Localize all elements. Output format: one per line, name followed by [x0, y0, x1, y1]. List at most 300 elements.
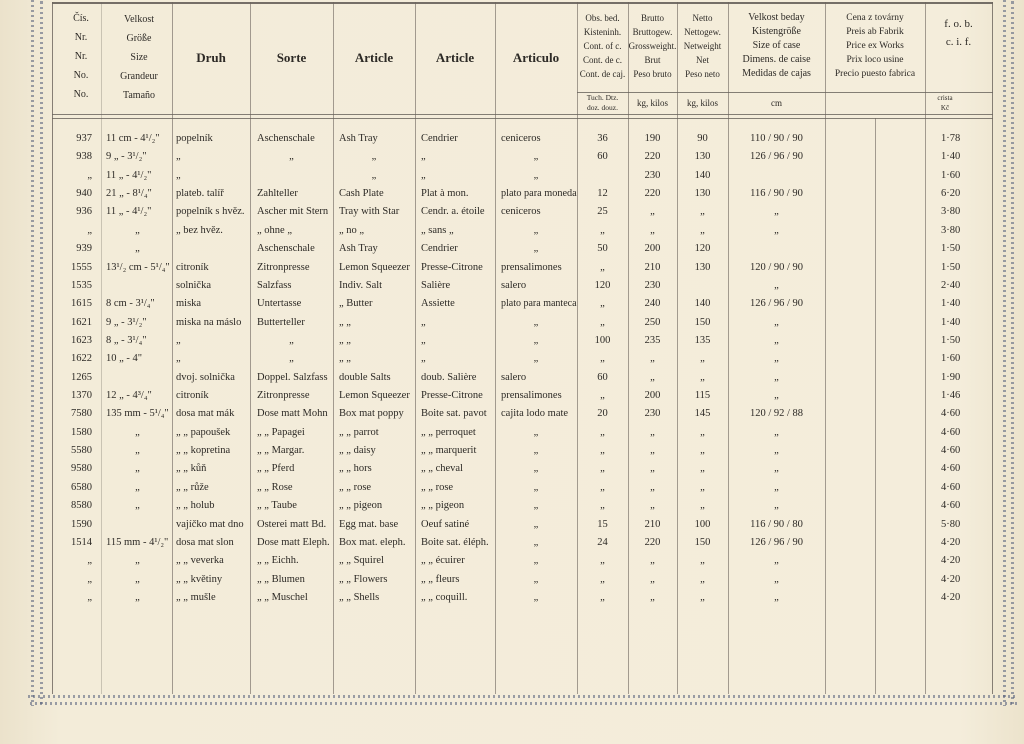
articulo-cell: „: [533, 573, 539, 585]
item-size: 12 „ - 4³/₄": [106, 390, 152, 402]
net-weight-cell: „: [700, 426, 705, 438]
table-row: [0, 148, 1024, 166]
top-rule: [52, 2, 993, 4]
sorte-cell: „ „ Taube: [257, 500, 297, 512]
header-label: Net: [696, 55, 709, 65]
price-cell: 1·60: [941, 353, 961, 365]
druh-cell: „ „ růže: [176, 481, 209, 493]
article-fr-cell: Assiette: [421, 298, 455, 310]
table-row: [0, 571, 1024, 589]
header-label: Peso bruto: [633, 69, 672, 79]
articulo-cell: „: [533, 445, 539, 457]
price-cell: 4·20: [941, 591, 961, 603]
article-en-cell: „ „ Flowers: [339, 573, 388, 585]
table-row: [0, 424, 1024, 442]
net-weight-cell: „: [700, 353, 705, 365]
price-cell: 4·20: [941, 555, 961, 567]
net-weight-cell: 120: [694, 243, 711, 255]
gross-weight-cell: 230: [644, 169, 661, 181]
gross-weight-cell: „: [650, 445, 655, 457]
article-en-cell: „: [371, 151, 377, 163]
net-weight-cell: 130: [694, 188, 711, 200]
header-double-rule-top: [52, 114, 993, 115]
gross-weight-cell: 250: [644, 316, 661, 328]
item-number: 939: [76, 243, 92, 255]
price-cell: 1·40: [941, 151, 961, 163]
article-en-cell: „ „ daisy: [339, 445, 376, 457]
druh-cell: „: [176, 353, 181, 365]
header-label: Größe: [126, 33, 152, 44]
gross-weight-cell: 210: [644, 261, 661, 273]
item-number: 1370: [71, 390, 92, 402]
net-weight-cell: „: [700, 463, 705, 475]
article-fr-cell: „: [421, 169, 426, 181]
article-fr-cell: Cendr. a. étoile: [421, 206, 485, 218]
net-weight-cell: „: [700, 573, 705, 585]
gross-weight-cell: „: [650, 353, 655, 365]
header-case-size-unit: [728, 97, 825, 109]
case-contents-cell: „: [600, 481, 605, 493]
net-weight-cell: 100: [694, 518, 711, 530]
header-articulo: [495, 50, 577, 66]
sorte-cell: „ „ Blumen: [257, 573, 305, 585]
item-size: 11 „ - 4¹/₂": [106, 169, 152, 181]
sorte-cell: Zitronpresse: [257, 390, 310, 402]
druh-cell: plateb. talíř: [176, 188, 224, 200]
table-row: [0, 240, 1024, 258]
case-contents-cell: „: [600, 298, 605, 310]
gross-weight-cell: „: [650, 426, 655, 438]
article-en-cell: Indiv. Salt: [339, 279, 383, 291]
case-contents-cell: 100: [594, 334, 611, 346]
article-en-cell: double Salts: [339, 371, 391, 383]
articulo-cell: salero: [501, 371, 527, 383]
header-case-contents: [577, 11, 628, 81]
case-size-cell: „: [774, 224, 779, 236]
article-en-cell: Ash Tray: [339, 243, 378, 255]
gross-weight-cell: „: [650, 500, 655, 512]
item-size: 21 „ - 8¹/₄": [106, 188, 152, 200]
item-number: 937: [76, 133, 92, 144]
header-label: Netweight: [683, 41, 722, 51]
case-contents-cell: „: [600, 573, 605, 585]
article-fr-cell: „ „ cheval: [421, 463, 463, 475]
article-fr-cell: Presse-Citrone: [421, 261, 483, 273]
header-label: Size: [130, 52, 148, 63]
gross-weight-cell: 200: [644, 390, 661, 402]
article-fr-cell: „: [421, 316, 426, 328]
article-fr-cell: Cendrier: [421, 133, 458, 144]
item-number: „: [87, 573, 92, 585]
price-cell: 4·60: [941, 481, 961, 493]
header-unit-label: doz. douz.: [586, 103, 619, 112]
case-size-cell: 116 / 90 / 90: [750, 188, 803, 200]
table-row: [0, 314, 1024, 332]
item-size: „: [135, 591, 140, 603]
sorte-cell: „ ohne „: [257, 224, 292, 236]
case-size-cell: „: [774, 316, 779, 328]
net-weight-cell: 140: [694, 298, 711, 310]
sorte-cell: Ascher mit Stern: [257, 206, 329, 218]
case-contents-cell: „: [600, 224, 605, 236]
header-label: Velkost beday: [748, 12, 805, 23]
article-en-cell: „ „: [339, 316, 351, 328]
header-sorte: [250, 50, 333, 66]
gross-weight-cell: 220: [644, 188, 661, 200]
header-label: No.: [73, 89, 89, 100]
case-size-cell: 126 / 96 / 90: [749, 151, 804, 163]
gross-weight-cell: 230: [644, 408, 661, 420]
header-label: Size of case: [752, 40, 801, 51]
header-label: Nr.: [74, 51, 88, 62]
case-contents-cell: „: [600, 500, 605, 512]
price-cell: 4·20: [941, 573, 961, 585]
item-size: „: [135, 555, 140, 567]
articulo-cell: „: [533, 353, 539, 365]
articulo-cell: „: [533, 463, 539, 475]
price-cell: 4·60: [941, 463, 961, 475]
gross-weight-cell: 235: [644, 334, 661, 346]
item-number: „: [87, 169, 92, 181]
table-row: [0, 295, 1024, 313]
druh-cell: dvoj. solnička: [176, 371, 235, 383]
table-row: [0, 185, 1024, 203]
case-size-cell: „: [774, 353, 779, 365]
article-en-cell: „ „ Shells: [339, 591, 380, 603]
price-cell: 2·40: [941, 279, 961, 291]
article-en-cell: „ „: [339, 353, 351, 365]
dotted-border-bottom-outer: [28, 702, 1018, 705]
header-size: [103, 10, 175, 105]
header-druh: [172, 50, 250, 66]
article-fr-cell: „ „ perroquet: [421, 426, 476, 438]
header-label: Sorte: [276, 50, 307, 65]
case-contents-cell: „: [600, 353, 605, 365]
druh-cell: popelník s hvěz.: [176, 206, 245, 218]
header-label: Grandeur: [120, 71, 158, 82]
item-number: 7580: [71, 408, 92, 420]
gross-weight-cell: „: [650, 481, 655, 493]
table-row: [0, 387, 1024, 405]
header-case-contents-unit: [577, 93, 628, 113]
articulo-cell: „: [533, 591, 539, 603]
table-row: [0, 516, 1024, 534]
articulo-cell: „: [533, 243, 539, 255]
article-fr-cell: Cendrier: [421, 243, 458, 255]
table-row: [0, 350, 1024, 368]
item-size: „: [135, 426, 140, 438]
articulo-cell: „: [533, 536, 539, 548]
header-label: Articulo: [512, 50, 560, 65]
header-unit-label: kg, kilos: [636, 98, 668, 108]
net-weight-cell: 150: [694, 316, 711, 328]
case-size-cell: „: [774, 206, 779, 218]
article-en-cell: Egg mat. base: [339, 518, 399, 530]
article-fr-cell: Boite sat. éléph.: [421, 536, 489, 548]
price-cell: 1·40: [941, 316, 961, 328]
header-unit-label: crista: [937, 94, 953, 102]
table-row: [0, 167, 1024, 185]
item-size: 115 mm - 4¹/₂": [106, 536, 169, 548]
item-size: „: [135, 463, 140, 475]
druh-cell: dosa mat slon: [176, 536, 234, 548]
item-number: 6580: [71, 481, 92, 493]
table-row: [0, 277, 1024, 295]
case-contents-cell: 60: [597, 371, 608, 383]
gross-weight-cell: „: [650, 591, 655, 603]
item-size: 9 „ - 3¹/₂": [106, 316, 147, 328]
case-contents-cell: „: [600, 390, 605, 402]
articulo-cell: salero: [501, 279, 527, 291]
header-label: Grossweight.: [628, 41, 677, 51]
table-row: [0, 332, 1024, 350]
item-number: 936: [76, 206, 92, 218]
article-en-cell: „ no „: [339, 224, 365, 236]
item-number: 1514: [71, 536, 92, 548]
article-fr-cell: Plat à mon.: [421, 188, 469, 200]
net-weight-cell: 130: [694, 151, 711, 163]
articulo-cell: „: [533, 518, 539, 530]
sorte-cell: „: [289, 151, 294, 163]
druh-cell: miska na máslo: [176, 316, 242, 328]
item-number: 9580: [71, 463, 92, 475]
sorte-cell: Zitronpresse: [257, 261, 310, 273]
case-size-cell: „: [774, 463, 779, 475]
header-label: Cont. of c.: [583, 41, 622, 51]
druh-cell: dosa mat mák: [176, 408, 235, 420]
articulo-cell: cajita lodo mate: [501, 408, 569, 420]
header-label: Article: [435, 50, 475, 65]
header-label: Brutto: [640, 13, 664, 23]
case-size-cell: 126 / 96 / 90: [749, 536, 804, 548]
gross-weight-cell: 220: [644, 536, 661, 548]
case-contents-cell: 50: [597, 243, 608, 255]
price-cell: 1·50: [941, 261, 961, 273]
case-size-cell: „: [774, 445, 779, 457]
header-label: Velkost: [124, 14, 154, 25]
item-number: 1622: [71, 353, 92, 365]
sorte-cell: Aschenschale: [257, 243, 315, 255]
articulo-cell: „: [533, 555, 539, 567]
header-case-size: [728, 11, 825, 81]
header-label: Peso neto: [685, 69, 720, 79]
item-size: 8 cm - 3¹/₄": [106, 298, 155, 310]
item-size: 8 „ - 3¹/₄": [106, 334, 147, 346]
gross-weight-cell: „: [650, 224, 655, 236]
item-size: 9 „ - 3¹/₂": [106, 151, 147, 163]
sorte-cell: „ „ Papagei: [257, 426, 305, 438]
article-fr-cell: Oeuf satiné: [421, 518, 470, 530]
case-size-cell: „: [774, 591, 779, 603]
price-cell: 1·50: [941, 334, 961, 346]
table-row: [0, 497, 1024, 515]
net-weight-cell: 115: [694, 390, 711, 402]
case-size-cell: „: [774, 555, 779, 567]
articulo-cell: „: [533, 169, 539, 181]
article-fr-cell: „ „ fleurs: [421, 573, 460, 585]
price-cell: 4·60: [941, 445, 961, 457]
item-size: 135 mm - 5¹/₄": [106, 408, 169, 420]
case-size-cell: „: [774, 371, 779, 383]
druh-cell: „: [176, 169, 181, 181]
article-en-cell: „ „: [339, 334, 351, 346]
header-label: Price ex Works: [846, 41, 904, 51]
header-label: Druh: [196, 50, 226, 65]
case-contents-cell: 36: [597, 133, 608, 144]
header-label: Dimens. de caise: [742, 54, 811, 65]
table-row: [0, 589, 1024, 607]
price-cell: 1·46: [941, 390, 961, 402]
gross-weight-cell: „: [650, 573, 655, 585]
header-label: Kistengröße: [752, 26, 801, 37]
net-weight-cell: 90: [697, 133, 708, 144]
articulo-cell: ceniceros: [501, 133, 541, 144]
articulo-cell: ceniceros: [501, 206, 541, 218]
net-weight-cell: „: [700, 371, 705, 383]
case-size-cell: 126 / 96 / 90: [749, 298, 804, 310]
case-contents-cell: „: [600, 591, 605, 603]
gross-weight-cell: 200: [644, 243, 661, 255]
case-contents-cell: 25: [597, 206, 608, 218]
price-cell: 4·60: [941, 426, 961, 438]
table-row: [0, 130, 1024, 148]
header-unit-label: kg, kilos: [686, 98, 718, 108]
item-number: 1621: [71, 316, 92, 328]
item-size: „: [135, 573, 140, 585]
item-number: 5580: [71, 445, 92, 457]
item-number: 1580: [71, 426, 92, 438]
item-size: 11 cm - 4¹/₂": [106, 133, 160, 144]
article-fr-cell: Presse-Citrone: [421, 390, 483, 402]
druh-cell: „ „ kopretina: [176, 445, 231, 457]
item-number: 1590: [71, 518, 92, 530]
articulo-cell: „: [533, 151, 539, 163]
header-label: Cena z továrny: [846, 13, 904, 23]
item-number: „: [87, 555, 92, 567]
header-article-fr: [415, 50, 495, 66]
article-en-cell: Lemon Squeezer: [339, 390, 410, 402]
header-label: Netto: [692, 13, 713, 23]
article-fr-cell: „ „ rose: [421, 481, 454, 493]
net-weight-cell: „: [700, 481, 705, 493]
article-en-cell: Cash Plate: [339, 188, 384, 200]
header-label: Nr.: [74, 32, 88, 43]
price-cell: 1·90: [941, 371, 961, 383]
net-weight-cell: „: [700, 500, 705, 512]
net-weight-cell: 150: [694, 536, 711, 548]
case-size-cell: „: [774, 279, 779, 291]
druh-cell: „ „ mušle: [176, 591, 216, 603]
article-fr-cell: Salière: [421, 279, 451, 291]
article-en-cell: Tray with Star: [339, 206, 400, 218]
sorte-cell: „: [289, 353, 294, 365]
header-net-weight: [677, 11, 728, 81]
item-size: „: [135, 500, 140, 512]
price-cell: 4·20: [941, 536, 961, 548]
item-size: 10 „ - 4": [106, 353, 143, 365]
header-label: Article: [354, 50, 394, 65]
case-contents-cell: 60: [597, 151, 608, 163]
net-weight-cell: „: [700, 445, 705, 457]
case-contents-cell: „: [600, 316, 605, 328]
header-label: Bruttogew.: [632, 27, 673, 37]
header-label: Tamaño: [122, 90, 156, 101]
case-size-cell: „: [774, 390, 779, 402]
case-contents-cell: 12: [597, 188, 608, 200]
article-fr-cell: „ sans „: [421, 224, 454, 236]
header-label: Nettogew.: [684, 27, 721, 37]
case-contents-cell: „: [600, 555, 605, 567]
case-contents-cell: 120: [594, 279, 611, 291]
gross-weight-cell: „: [650, 463, 655, 475]
article-en-cell: „ Butter: [339, 298, 373, 310]
net-weight-cell: „: [700, 206, 705, 218]
item-size: „: [135, 481, 140, 493]
article-en-cell: Lemon Squeezer: [339, 261, 410, 273]
articulo-cell: plato para manteca: [501, 298, 577, 310]
item-number: 1535: [71, 279, 92, 291]
header-price-unit: [928, 93, 962, 113]
sorte-cell: Butterteller: [257, 316, 305, 328]
sorte-cell: Salzfass: [257, 279, 292, 291]
druh-cell: „ „ veverka: [176, 555, 224, 567]
price-cell: 4·60: [941, 500, 961, 512]
item-number: 1615: [71, 298, 92, 310]
sorte-cell: Dose matt Mohn: [257, 408, 328, 420]
header-label: Cont. de caj.: [579, 69, 626, 79]
gross-weight-cell: 220: [644, 151, 661, 163]
table-row: [0, 442, 1024, 460]
item-size: „: [135, 445, 140, 457]
druh-cell: „ „ kůň: [176, 463, 207, 475]
header-fob-cif: [925, 15, 992, 51]
price-cell: 1·78: [941, 133, 961, 144]
table-row: [0, 203, 1024, 221]
header-label: Čís.: [73, 13, 89, 24]
sorte-cell: Zahlteller: [257, 188, 298, 200]
header-net-weight-unit: [677, 97, 728, 109]
sorte-cell: Doppel. Salzfass: [257, 371, 328, 383]
gross-weight-cell: 230: [644, 279, 661, 291]
item-number: 1555: [71, 261, 92, 273]
gross-weight-cell: 210: [644, 518, 661, 530]
header-double-rule-bottom: [52, 118, 993, 119]
druh-cell: „ bez hvěz.: [176, 224, 223, 236]
table-row: [0, 369, 1024, 387]
case-size-cell: „: [774, 573, 779, 585]
case-size-cell: „: [774, 481, 779, 493]
header-label: f. o. b.: [944, 18, 973, 30]
articulo-cell: prensalimones: [501, 390, 562, 402]
article-fr-cell: „ „ écuirer: [421, 555, 465, 567]
sorte-cell: „ „ Pferd: [257, 463, 295, 475]
gross-weight-cell: 240: [644, 298, 661, 310]
price-cell: 5·80: [941, 518, 961, 530]
header-label: Prix loco usine: [846, 55, 904, 65]
item-number: „: [87, 591, 92, 603]
druh-cell: solnička: [176, 279, 211, 291]
case-size-cell: „: [774, 426, 779, 438]
article-en-cell: „ „ rose: [339, 481, 372, 493]
druh-cell: popelník: [176, 133, 213, 144]
header-item-number: [56, 9, 106, 104]
header-label: Precio puesto fabrica: [834, 69, 916, 79]
sorte-cell: „ „ Margar.: [257, 445, 305, 457]
net-weight-cell: „: [700, 224, 705, 236]
sorte-cell: „ „ Muschel: [257, 591, 308, 603]
net-weight-cell: „: [700, 555, 705, 567]
header-label: c. i. f.: [945, 36, 972, 48]
